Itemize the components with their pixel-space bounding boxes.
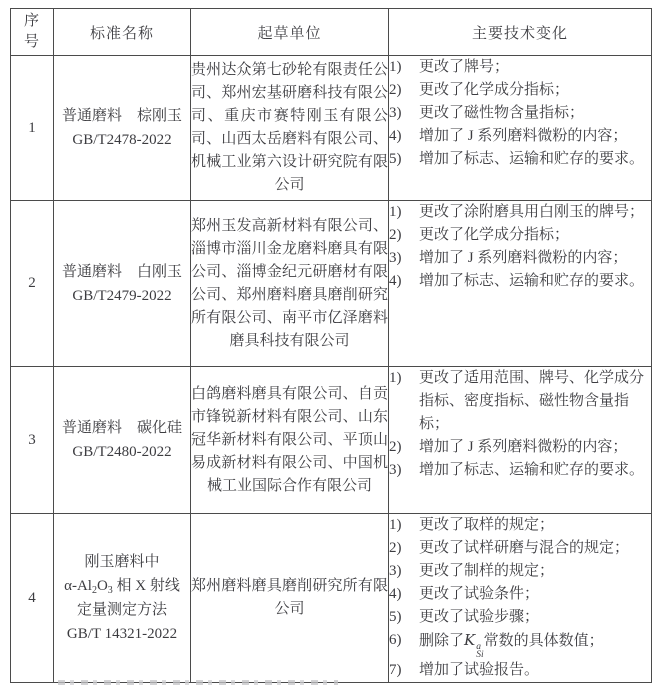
table-row [11, 514, 652, 683]
change-item [389, 436, 651, 459]
cell-drafting-units: 郑州磨料磨具磨削研究所有限公司 [191, 514, 389, 683]
standard-name-line: 普通磨料 棕刚玉 [61, 108, 182, 124]
change-item-number: 4) [389, 586, 402, 602]
standard-name-line: GB/T2480-2022 [72, 444, 172, 460]
standard-name-line: 普通磨料 白刚玉 [61, 263, 182, 280]
cell-serial-number: 2 [11, 201, 54, 367]
change-item-number: 3) [389, 250, 402, 266]
change-item [389, 514, 651, 537]
change-item-number: 3) [389, 563, 402, 579]
change-item-text: 删除了K a Si 常数的具体数值； [419, 631, 604, 661]
change-item [389, 247, 651, 270]
change-item-text: 增加了标志、运输和贮存的要求。 [419, 273, 645, 289]
change-item-number: 5) [389, 151, 402, 167]
change-item [389, 148, 651, 171]
change-item-text: 更改了试验步骤； [419, 609, 540, 625]
header-name: 标准名称 [54, 9, 191, 56]
change-item-number: 6) [389, 632, 402, 648]
change-item-number: 2) [389, 82, 402, 98]
change-item [389, 629, 651, 659]
change-item [389, 659, 651, 682]
cell-technical-changes [389, 514, 652, 683]
change-item-text: 增加了 J 系列磨料微粉的内容； [419, 128, 628, 144]
change-item [389, 459, 651, 482]
change-item-number: 3) [389, 462, 402, 478]
cell-serial-number: 3 [11, 367, 54, 514]
change-item-text: 更改了制样的规定； [419, 563, 555, 579]
change-item-text: 更改了牌号； [419, 59, 510, 75]
cell-standard-name [54, 56, 191, 201]
change-item-number: 2) [389, 227, 402, 243]
cell-technical-changes [389, 201, 652, 367]
change-item-text: 更改了试验条件； [419, 586, 540, 602]
change-item [389, 79, 651, 102]
change-item [389, 537, 651, 560]
change-item-number: 5) [389, 609, 402, 625]
change-item [389, 224, 651, 247]
cell-standard-name [54, 514, 191, 683]
standard-name-line: GB/T2478-2022 [72, 132, 172, 148]
change-item-text: 更改了涂附磨具用白刚玉的牌号； [419, 204, 645, 220]
change-item-text: 更改了适用范围、牌号、化学成分指标、密度指标、磁性物含量指标； [419, 370, 645, 432]
table-row [11, 56, 652, 201]
change-item-number: 3) [389, 105, 402, 121]
cropped-text-fragment [58, 680, 338, 685]
change-item [389, 560, 651, 583]
cell-drafting-units: 白鸽磨料磨具有限公司、自贡市锋锐新材料有限公司、山东冠华新材料有限公司、平顶山易成新材料有限公司、中国机械工业国际合作有限公司 [191, 367, 389, 514]
standards-table [10, 8, 652, 683]
standard-name-line: 定量测定方法 [76, 602, 167, 619]
change-item [389, 367, 651, 436]
change-item-number: 1) [389, 370, 402, 386]
cell-technical-changes [389, 367, 652, 514]
cell-technical-changes [389, 56, 652, 201]
change-item-text: 更改了取样的规定； [419, 517, 555, 533]
change-item [389, 201, 651, 224]
change-item [389, 606, 651, 629]
change-item-text: 更改了化学成分指标； [419, 82, 570, 98]
change-item-number: 4) [389, 273, 402, 289]
change-item [389, 102, 651, 125]
standard-name-line: GB/T2479-2022 [72, 287, 172, 304]
change-item-text: 增加了试验报告。 [419, 662, 540, 679]
change-item-number: 7) [389, 662, 402, 679]
change-item [389, 583, 651, 606]
standard-name-line: GB/T 14321-2022 [66, 626, 178, 643]
change-item-text: 增加了 J 系列磨料微粉的内容； [419, 439, 628, 455]
change-item-text: 更改了磁性物含量指标； [419, 105, 585, 121]
cell-serial-number: 4 [11, 514, 54, 683]
change-item-text: 更改了化学成分指标； [419, 227, 570, 243]
cell-drafting-units: 贵州达众第七砂轮有限责任公司、郑州宏基研磨科技有限公司、重庆市赛特刚玉有限公司、山西太岳磨料有限公司、机械工业第六设计研究院有限公司 [191, 56, 389, 201]
standard-name-line: $\alpha-Al_2O_3$ 相 X 射线 [64, 578, 180, 597]
cell-serial-number: 1 [11, 56, 54, 201]
stacked-supsub: a Si [476, 642, 484, 661]
change-item-number: 1) [389, 59, 402, 75]
cell-drafting-units: 郑州玉发高新材料有限公司、淄博市淄川金龙磨料磨具有限公司、淄博金纪元研磨材有限公司、郑州磨料磨具磨削研究所有限公司、南平市亿泽磨料磨具科技有限公司 [191, 201, 389, 367]
change-item-text: 增加了标志、运输和贮存的要求。 [419, 151, 645, 167]
table-body [11, 56, 652, 683]
standard-name-line: 刚玉磨料中 [84, 554, 160, 571]
change-item-number: 2) [389, 439, 402, 455]
change-item-number: 1) [389, 517, 402, 533]
standard-name-line: 普通磨料 碳化硅 [61, 420, 182, 436]
table-row [11, 367, 652, 514]
change-item [389, 270, 651, 293]
change-item-number: 1) [389, 204, 402, 220]
change-item [389, 125, 651, 148]
cell-standard-name [54, 201, 191, 367]
header-changes: 主要技术变化 [389, 9, 652, 56]
header-drafters: 起草单位 [191, 9, 389, 56]
cell-standard-name [54, 367, 191, 514]
header-index: 序号 [11, 9, 54, 56]
change-item-number: 2) [389, 540, 402, 556]
change-item-text: 更改了试样研磨与混合的规定； [419, 540, 630, 556]
change-item-text: 增加了 J 系列磨料微粉的内容； [419, 250, 628, 266]
change-item-text: 增加了标志、运输和贮存的要求。 [419, 462, 645, 478]
table-row [11, 201, 652, 367]
table-header-row [11, 9, 652, 56]
change-item-number: 4) [389, 128, 402, 144]
change-item [389, 56, 651, 79]
